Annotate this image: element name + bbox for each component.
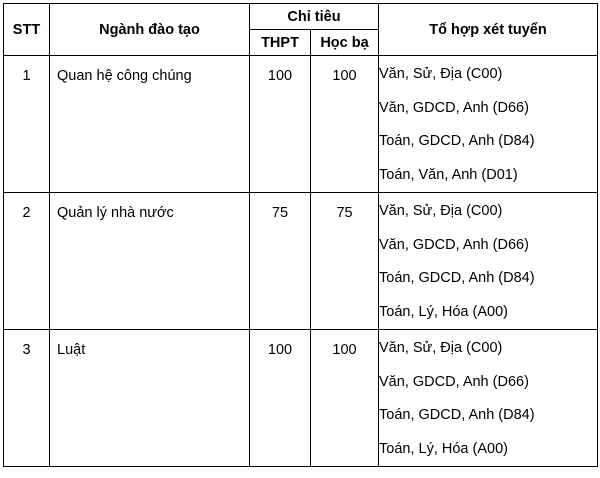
admission-table xyxy=(3,3,598,467)
combo-item: Văn, Sử, Địa (C00) xyxy=(379,203,503,219)
combo-item: Văn, Sử, Địa (C00) xyxy=(379,66,503,82)
row-hocba: 100 xyxy=(311,56,379,193)
header-major: Ngành đào tạo xyxy=(50,4,250,56)
row-hocba: 100 xyxy=(311,330,379,467)
row-combos xyxy=(379,56,598,193)
combo-item: Văn, GDCD, Anh (D66) xyxy=(379,373,529,390)
row-hocba: 75 xyxy=(311,193,379,330)
row-stt: 2 xyxy=(4,193,50,330)
row-stt: 1 xyxy=(4,56,50,193)
header-hocba: Học bạ xyxy=(311,30,379,56)
header-stt: STT xyxy=(4,4,50,56)
combo-item: Toán, Lý, Hóa (A00) xyxy=(379,303,508,320)
row-major: Luật xyxy=(50,330,250,467)
row-major: Quản lý nhà nước xyxy=(50,193,250,330)
row-combos xyxy=(379,330,598,467)
header-combos: Tổ hợp xét tuyển xyxy=(379,4,598,56)
combo-item: Văn, GDCD, Anh (D66) xyxy=(379,236,529,253)
row-thpt: 100 xyxy=(250,56,311,193)
row-thpt: 100 xyxy=(250,330,311,467)
table-row xyxy=(4,330,598,467)
row-stt: 3 xyxy=(4,330,50,467)
combo-item: Văn, GDCD, Anh (D66) xyxy=(379,99,529,116)
combo-item: Toán, Lý, Hóa (A00) xyxy=(379,440,508,457)
combo-item: Toán, GDCD, Anh (D84) xyxy=(379,270,535,286)
combo-item: Văn, Sử, Địa (C00) xyxy=(379,340,503,356)
combo-item: Toán, GDCD, Anh (D84) xyxy=(379,407,535,423)
header-thpt: THPT xyxy=(250,30,311,56)
table-row xyxy=(4,193,598,330)
row-thpt: 75 xyxy=(250,193,311,330)
table-row xyxy=(4,56,598,193)
combo-item: Toán, Văn, Anh (D01) xyxy=(379,166,518,183)
header-quota: Chỉ tiêu xyxy=(250,4,379,30)
combo-item: Toán, GDCD, Anh (D84) xyxy=(379,133,535,149)
row-combos xyxy=(379,193,598,330)
row-major: Quan hệ công chúng xyxy=(50,56,250,193)
